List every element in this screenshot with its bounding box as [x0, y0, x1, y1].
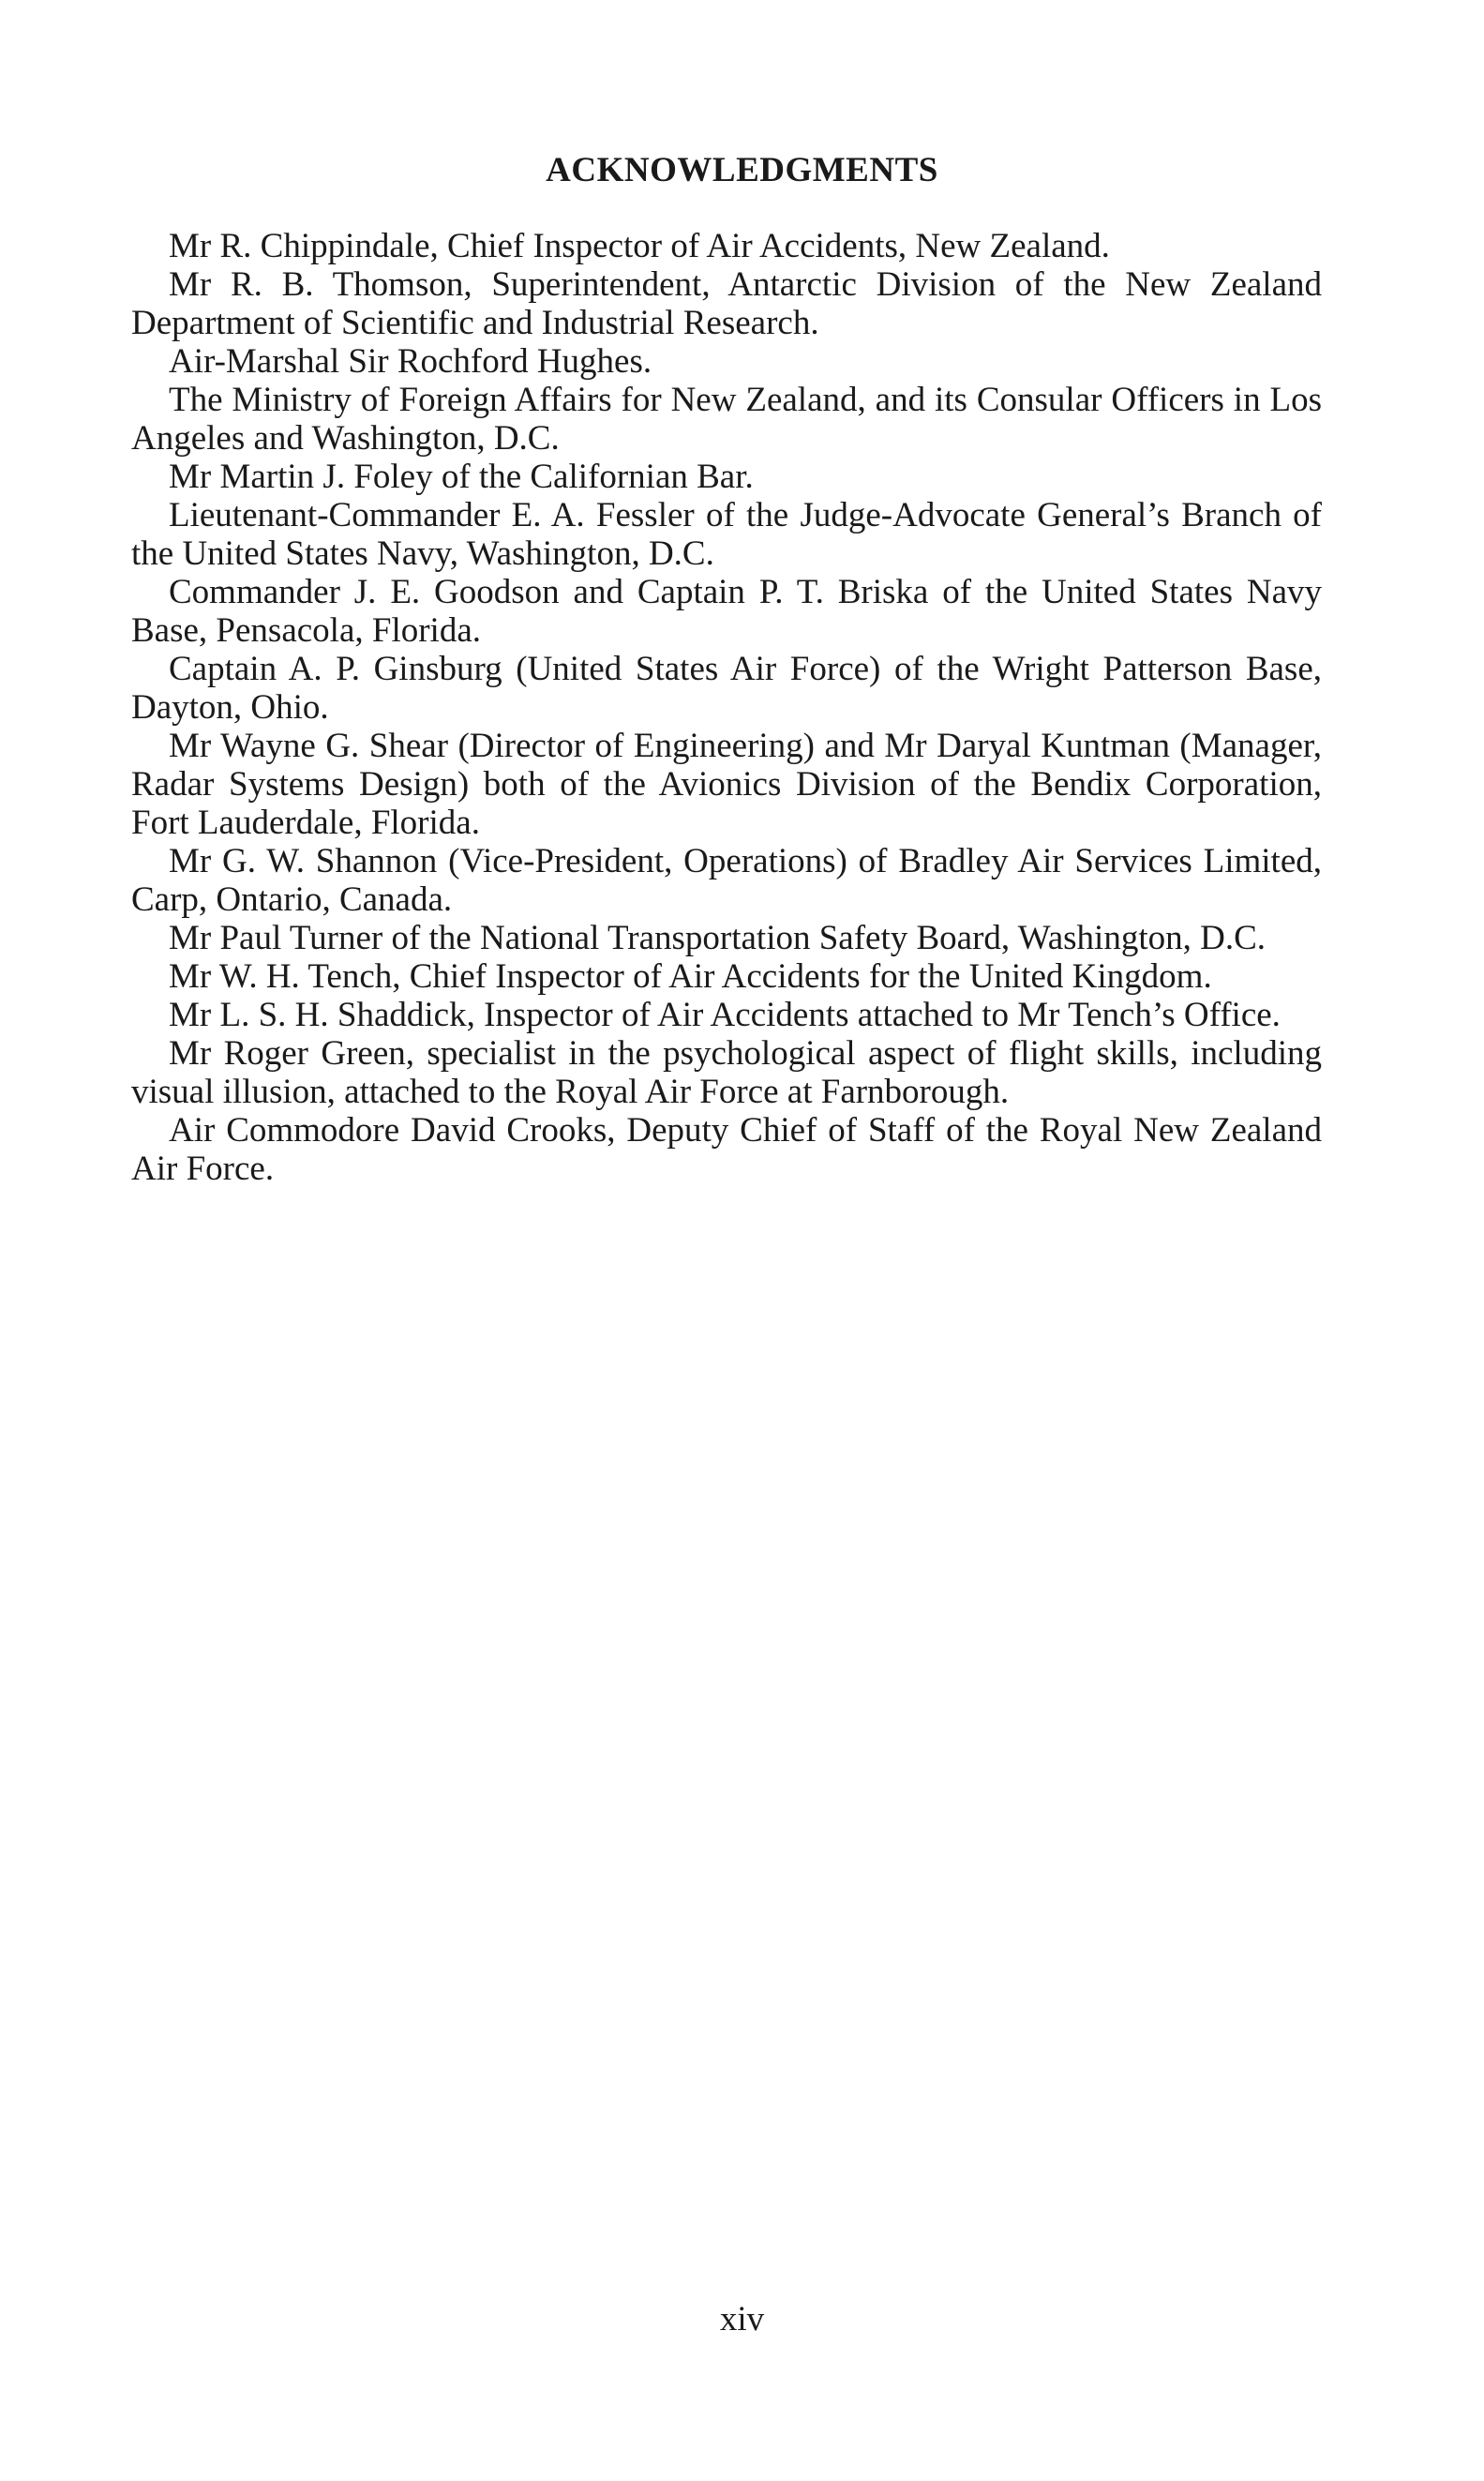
acknowledgment-entry: Commander J. E. Goodson and Captain P. T. Briska of the United States Navy Base, Pensacola, Florida.: [131, 573, 1322, 650]
acknowledgment-entry: Captain A. P. Ginsburg (United States Air Force) of the Wright Patterson Base, Dayton, Ohio.: [131, 650, 1322, 727]
acknowledgment-entry: Air Commodore David Crooks, Deputy Chief of Staff of the Royal New Zealand Air Force.: [131, 1111, 1322, 1188]
acknowledgment-entry: Mr R. Chippindale, Chief Inspector of Air Accidents, New Zealand.: [169, 227, 1110, 265]
acknowledgment-entry: Mr Roger Green, specialist in the psychological aspect of flight skills, including visual illusion, attached to the Royal Air Force at Farnborough.: [131, 1034, 1322, 1111]
acknowledgment-entry: Air-Marshal Sir Rochford Hughes.: [169, 342, 652, 381]
page-title: ACKNOWLEDGMENTS: [546, 151, 938, 189]
acknowledgment-entry: Lieutenant-Commander E. A. Fessler of the Judge-Advocate General’s Branch of the United States Navy, Washington, D.C.: [131, 496, 1322, 573]
page-number: xiv: [719, 2300, 765, 2338]
acknowledgment-entry: Mr Wayne G. Shear (Director of Engineering) and Mr Daryal Kuntman (Manager, Radar Systems Design) both of the Avionics Division of the Bendix Corporation, Fort Lauderdale, Florida.: [131, 727, 1322, 842]
acknowledgment-entry: Mr G. W. Shannon (Vice-President, Operations) of Bradley Air Services Limited, Carp, Ontario, Canada.: [131, 842, 1322, 919]
acknowledgment-entry: Mr L. S. H. Shaddick, Inspector of Air Accidents attached to Mr Tench’s Office.: [169, 996, 1281, 1034]
acknowledgment-entry: The Ministry of Foreign Affairs for New Zealand, and its Consular Officers in Los Angeles and Washington, D.C.: [131, 381, 1322, 458]
acknowledgment-entry: Mr Paul Turner of the National Transportation Safety Board, Washington, D.C.: [169, 919, 1266, 957]
acknowledgments-list: [131, 227, 1322, 1188]
acknowledgment-entry: Mr Martin J. Foley of the Californian Bar.: [169, 458, 754, 496]
acknowledgment-entry: Mr R. B. Thomson, Superintendent, Antarctic Division of the New Zealand Department of Scientific and Industrial Research.: [131, 265, 1322, 342]
acknowledgment-entry: Mr W. H. Tench, Chief Inspector of Air Accidents for the United Kingdom.: [169, 957, 1212, 996]
